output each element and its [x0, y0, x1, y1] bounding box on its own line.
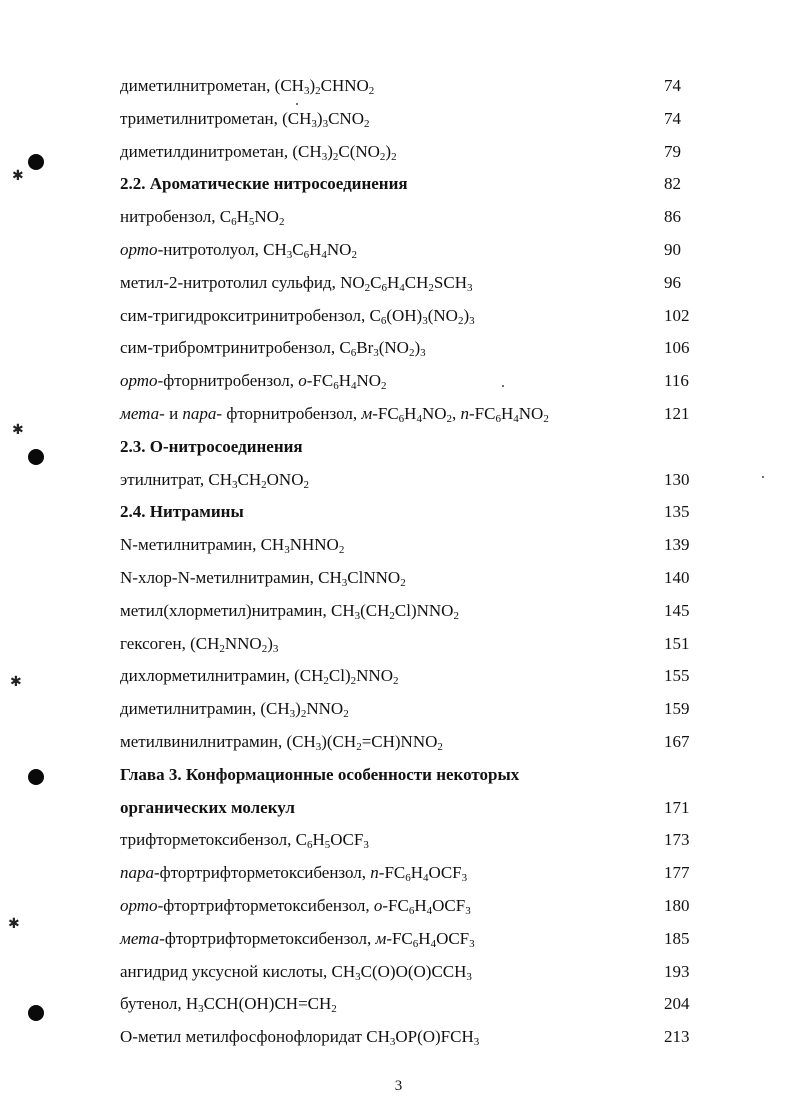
punch-hole	[28, 449, 44, 465]
toc-entry-page: 116	[664, 371, 689, 391]
punch-hole	[28, 769, 44, 785]
toc-entry-page: 86	[664, 207, 681, 227]
toc-entry-title: диметилнитрометан, $(CH_3)_2CHNO_2$	[120, 76, 375, 97]
toc-entry-page: 155	[664, 666, 690, 686]
toc-entry-page: 140	[664, 567, 690, 587]
toc-entry-page: 96	[664, 272, 681, 292]
toc-entry	[0, 431, 797, 464]
toc-entry	[0, 628, 797, 661]
toc-entry-page: 130	[664, 469, 690, 489]
toc-entry	[0, 267, 797, 300]
toc-entry	[0, 759, 797, 792]
toc-entry-page: 102	[664, 305, 690, 325]
toc-entry	[0, 398, 797, 431]
toc-entry-page: 213	[664, 1027, 690, 1047]
toc-entry-page: 204	[664, 994, 690, 1014]
toc-entry-page: 121	[664, 403, 690, 423]
toc-entry-page: 171	[664, 797, 690, 817]
toc-entry-page: 145	[664, 600, 690, 620]
toc-entry-title: О-метил метилфосфонофлоридат $CH_3OP(O)FCH_3$	[120, 1027, 480, 1049]
toc-entry-title: триметилнитрометан, $(CH_3)_3CNO_2$	[120, 108, 370, 130]
toc-entry	[0, 529, 797, 562]
toc-entry	[0, 595, 797, 628]
toc-entry	[0, 136, 797, 169]
scan-speck	[296, 103, 298, 105]
toc-entry-page: 151	[664, 633, 690, 653]
toc-section-heading: 2.4. Нитрамины	[120, 502, 244, 522]
toc-entry-page: 177	[664, 863, 690, 883]
toc-entry-title: метил-2-нитротолил сульфид, $NO_2C_6H_4CH_2SCH_3$	[120, 272, 473, 294]
toc-entry	[0, 792, 797, 825]
toc-entry	[0, 923, 797, 956]
toc-entry-page: 74	[664, 76, 681, 95]
toc-entry-title: гексоген, $(CH_2NNO_2)_3$	[120, 633, 279, 655]
toc-entry-page: 159	[664, 699, 690, 719]
scan-mark-icon: ✱	[8, 916, 20, 932]
punch-hole	[28, 154, 44, 170]
toc-entry-title: пара-фтортрифторметоксибензол, $п-FC_6H_4OCF_3$	[120, 863, 468, 885]
toc-entry-title: сим-трибромтринитробензол, $C_6Br_3(NO_2)_3$	[120, 338, 426, 360]
toc-entry-page: 193	[664, 961, 690, 981]
toc-entry-title: орто-нитротолуол, $CH_3C_6H_4NO_2$	[120, 239, 357, 261]
page-number: 3	[394, 1078, 403, 1094]
toc-section-heading: 2.2. Ароматические нитросоединения	[120, 174, 408, 194]
toc-entry	[0, 693, 797, 726]
toc-entry-page: 185	[664, 928, 690, 948]
toc-entry-title: диметилнитрамин, $(CH_3)_2NNO_2$	[120, 699, 349, 721]
toc-entry-page: 135	[664, 502, 690, 522]
toc-entry-page: 82	[664, 174, 681, 194]
toc-entry-title: сим-тригидрокситринитробензол, $C_6(OH)_3(NO_2)_3$	[120, 305, 475, 327]
toc-entry-title: диметилдинитрометан, $(CH_3)_2C(NO_2)_2$	[120, 141, 397, 163]
toc-entry-page: 173	[664, 830, 690, 850]
toc-entry	[0, 234, 797, 267]
scan-mark-icon: ✱	[10, 674, 22, 690]
toc-section-heading: органических молекул	[120, 797, 295, 817]
toc-entry	[0, 1021, 797, 1054]
toc-entry-title: нитробензол, $C_6H_5NO_2$	[120, 207, 285, 229]
toc-entry	[0, 988, 797, 1021]
toc-entry	[0, 103, 797, 136]
toc-entry-page: 74	[664, 108, 681, 128]
toc-entry	[0, 496, 797, 529]
toc-entry	[0, 726, 797, 759]
toc-entry	[0, 956, 797, 989]
toc-entry	[0, 300, 797, 333]
table-of-contents	[0, 70, 797, 1054]
toc-entry-title: мета-фтортрифторметоксибензол, $м-FC_6H_4OCF_3$	[120, 928, 475, 950]
toc-entry-title: мета- и пара- фторнитробензол, $м-FC_6H_4NO_2$, $п-FC_6H_4NO_2$	[120, 403, 549, 425]
scan-mark-icon: ✱	[12, 168, 24, 184]
toc-entry-title: N-метилнитрамин, $CH_3NHNO_2$	[120, 535, 345, 557]
toc-entry	[0, 168, 797, 201]
toc-entry-title: трифторметоксибензол, $C_6H_5OCF_3$	[120, 830, 369, 852]
toc-entry-page: 106	[664, 338, 690, 358]
toc-entry	[0, 201, 797, 234]
toc-entry-title: этилнитрат, $CH_3CH_2ONO_2$	[120, 469, 309, 491]
toc-entry	[0, 365, 797, 398]
toc-entry	[0, 464, 797, 497]
toc-entry	[0, 857, 797, 890]
toc-entry-title: ангидрид уксусной кислоты, $CH_3C(O)O(O)CCH_3$	[120, 961, 472, 983]
toc-entry-page: 79	[664, 141, 681, 161]
toc-entry	[0, 660, 797, 693]
scan-mark-icon: ✱	[12, 422, 24, 438]
toc-entry-title: орто-фтортрифторметоксибензол, $о-FC_6H_4OCF_3$	[120, 895, 471, 917]
toc-entry-page: 90	[664, 239, 681, 259]
scan-speck	[502, 385, 504, 387]
toc-entry	[0, 890, 797, 923]
toc-entry-title: метил(хлорметил)нитрамин, $CH_3(CH_2Cl)NNO_2$	[120, 600, 459, 622]
toc-entry	[0, 824, 797, 857]
toc-entry-page: 139	[664, 535, 690, 555]
toc-section-heading: Глава 3. Конформационные особенности некоторых	[120, 764, 520, 784]
punch-hole	[28, 1005, 44, 1021]
toc-section-heading: 2.3. О-нитросоединения	[120, 436, 303, 456]
toc-entry-title: орто-фторнитробензол, $о-FC_6H_4NO_2$	[120, 371, 387, 393]
toc-entry-title: дихлорметилнитрамин, $(CH_2Cl)_2NNO_2$	[120, 666, 399, 688]
toc-entry-title: N-хлор-N-метилнитрамин, $CH_3ClNNO_2$	[120, 567, 406, 589]
toc-entry	[0, 70, 797, 103]
toc-entry-title: метилвинилнитрамин, $(CH_3)(CH_2=CH)NNO_2$	[120, 731, 443, 753]
toc-entry	[0, 562, 797, 595]
scan-speck	[762, 476, 764, 478]
toc-entry-page: 180	[664, 895, 690, 915]
toc-entry	[0, 332, 797, 365]
toc-entry-page: 167	[664, 731, 690, 751]
toc-entry-title: бутенол, $H_3CCH(OH)CH=CH_2$	[120, 994, 337, 1016]
